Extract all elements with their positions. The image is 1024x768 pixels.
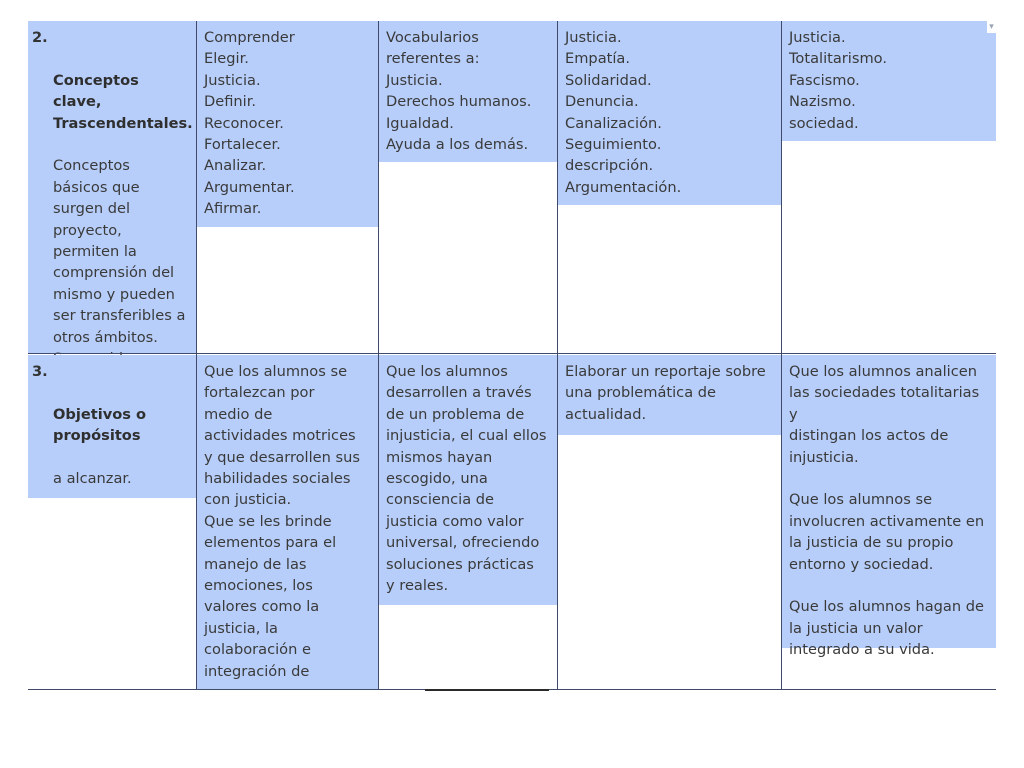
- column-divider: [196, 21, 197, 690]
- cell-objective-totalitarian: Que los alumnos analicen las sociedades totalitarias y distingan los actos de injusticia. Que los alumnos se involucren activamente en la justicia de su propio entorno y sociedad. Que los alumnos hagan de la justicia un valor integrado a su vida.: [782, 355, 996, 648]
- corner-resize-icon: ▾: [987, 21, 996, 33]
- row-title: Objetivos o propósitos: [53, 405, 147, 445]
- row-description: Conceptos básicos que surgen del proyecto, permiten la comprensión del mismo y pueden ser transferibles a otros ámbitos.: [53, 157, 186, 346]
- row-description: a alcanzar.: [53, 470, 132, 488]
- cell-topics: Justicia. Totalitarismo. Fascismo. Nazismo. sociedad.: [782, 21, 996, 141]
- row-header-conceptos-clave: [28, 21, 196, 353]
- row-number: 2.: [32, 29, 48, 46]
- cell-objective-report: Elaborar un reportaje sobre una problemática de actualidad.: [558, 355, 781, 435]
- column-divider: [557, 21, 558, 690]
- row-divider: [28, 353, 996, 354]
- row-header-objetivos: [28, 355, 196, 498]
- column-divider: [378, 21, 379, 690]
- cell-values: Justicia. Empatía. Solidaridad. Denuncia. Canalización. Seguimiento. descripción. Argumentación.: [558, 21, 781, 205]
- cell-verbs: Comprender Elegir. Justicia. Definir. Reconocer. Fortalecer. Analizar. Argumentar. Afirmar.: [197, 21, 378, 227]
- cell-objective-motor: Que los alumnos se fortalezcan por medio de actividades motrices y que desarrollen sus habilidades sociales con justicia. Que se les brinde elementos para el manejo de las emociones, los valores como la justicia, la colaboración e integración de: [197, 355, 378, 690]
- row-number: 3.: [32, 363, 48, 380]
- row-title: Conceptos clave, Trascendentales.: [53, 71, 193, 132]
- column-divider: [781, 21, 782, 690]
- cell-vocabulary: Vocabularios referentes a: Justicia. Derechos humanos. Igualdad. Ayuda a los demás.: [379, 21, 557, 162]
- concepts-table: [28, 21, 996, 690]
- cell-objective-injustice: Que los alumnos desarrollen a través de un problema de injusticia, el cual ellos mismos hayan escogido, una consciencia de justicia como valor universal, ofreciendo soluciones prácticas y reales.: [379, 355, 557, 605]
- table-bottom-mark: [425, 689, 549, 691]
